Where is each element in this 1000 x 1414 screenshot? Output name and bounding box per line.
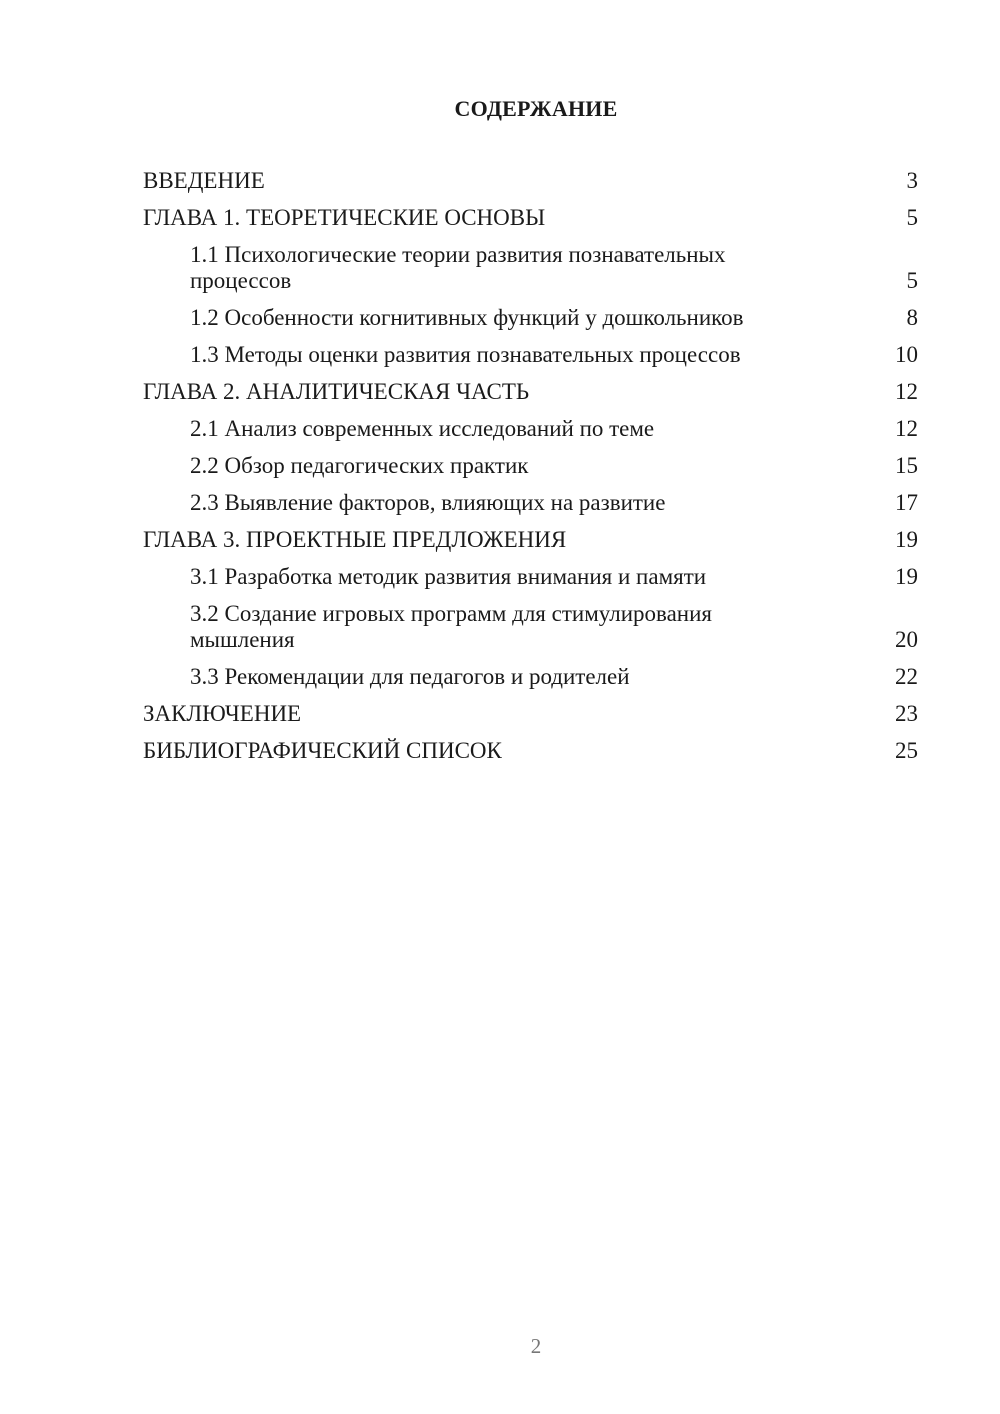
toc-entry-page: 5 <box>906 268 918 293</box>
toc-entry-page: 10 <box>895 342 918 367</box>
toc-entry-page: 23 <box>895 701 918 726</box>
toc-entry-section-2-3[interactable] <box>143 490 918 516</box>
toc-entry-section-2-1[interactable] <box>143 416 918 442</box>
toc-entry-page: 3 <box>906 168 918 193</box>
toc-entry-conclusion[interactable] <box>143 701 918 727</box>
toc-entry-title: 1.3 Методы оценки развития познавательных процессов <box>190 342 741 367</box>
toc-entry-title: 1.1 Психологические теории развития познавательных процессов <box>190 242 726 293</box>
toc-entry-page: 15 <box>895 453 918 478</box>
toc-entry-section-3-1[interactable] <box>143 564 918 590</box>
table-of-contents <box>143 168 918 775</box>
toc-entry-section-1-2[interactable] <box>143 305 918 331</box>
toc-entry-page: 5 <box>906 205 918 230</box>
toc-entry-title: ГЛАВА 3. ПРОЕКТНЫЕ ПРЕДЛОЖЕНИЯ <box>143 527 567 552</box>
toc-entry-page: 19 <box>895 564 918 589</box>
toc-entry-introduction[interactable] <box>143 168 918 194</box>
toc-entry-page: 8 <box>906 305 918 330</box>
toc-entry-title: БИБЛИОГРАФИЧЕСКИЙ СПИСОК <box>143 738 502 763</box>
toc-entry-title: 3.3 Рекомендации для педагогов и родителей <box>190 664 630 689</box>
toc-entry-section-3-2[interactable] <box>143 601 918 653</box>
toc-entry-page: 20 <box>895 627 918 652</box>
toc-entry-title: 2.3 Выявление факторов, влияющих на развитие <box>190 490 666 515</box>
toc-entry-page: 19 <box>895 527 918 552</box>
toc-entry-title: ГЛАВА 2. АНАЛИТИЧЕСКАЯ ЧАСТЬ <box>143 379 530 404</box>
toc-entry-bibliography[interactable] <box>143 738 918 764</box>
toc-entry-title: ГЛАВА 1. ТЕОРЕТИЧЕСКИЕ ОСНОВЫ <box>143 205 546 230</box>
toc-entry-section-1-3[interactable] <box>143 342 918 368</box>
toc-entry-title: 3.2 Создание игровых программ для стимулирования мышления <box>190 601 712 652</box>
toc-entry-page: 22 <box>895 664 918 689</box>
toc-entry-chapter-1[interactable] <box>143 205 918 231</box>
toc-entry-title: ЗАКЛЮЧЕНИЕ <box>143 701 302 726</box>
toc-entry-chapter-3[interactable] <box>143 527 918 553</box>
toc-entry-page: 12 <box>895 416 918 441</box>
page-number: 2 <box>530 1334 542 1358</box>
toc-entry-section-2-2[interactable] <box>143 453 918 479</box>
toc-entry-page: 17 <box>895 490 918 515</box>
toc-entry-chapter-2[interactable] <box>143 379 918 405</box>
toc-entry-section-3-3[interactable] <box>143 664 918 690</box>
toc-entry-title: ВВЕДЕНИЕ <box>143 168 265 193</box>
toc-entry-title: 3.1 Разработка методик развития внимания и памяти <box>190 564 707 589</box>
toc-entry-section-1-1[interactable] <box>143 242 918 294</box>
page-title: СОДЕРЖАНИЕ <box>454 96 618 121</box>
toc-entry-page: 25 <box>895 738 918 763</box>
toc-entry-title: 1.2 Особенности когнитивных функций у дошкольников <box>190 305 744 330</box>
toc-entry-title: 2.2 Обзор педагогических практик <box>190 453 529 478</box>
toc-entry-page: 12 <box>895 379 918 404</box>
toc-entry-title: 2.1 Анализ современных исследований по теме <box>190 416 655 441</box>
